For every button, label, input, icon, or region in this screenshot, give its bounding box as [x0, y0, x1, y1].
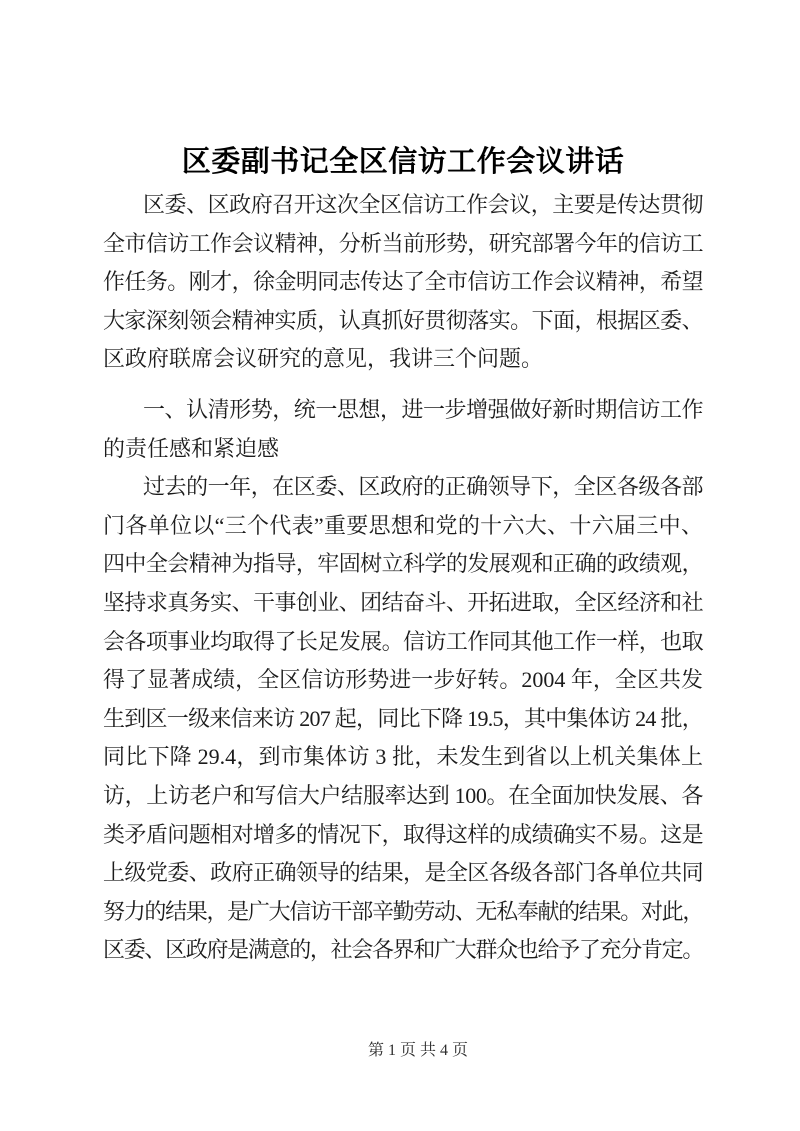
- text-line: 的责任感和紧迫感: [103, 435, 280, 461]
- text-line: 区政府联席会议研究的意见，我讲三个问题。: [103, 346, 544, 372]
- text-line: 大家深刻领会精神实质，认真抓好贯彻落实。下面，根据区委、: [103, 307, 704, 333]
- text-line: 全市信访工作会议精神，分析当前形势，研究部署今年的信访工: [103, 230, 704, 256]
- text-line: 门各单位以“三个代表”重要思想和党的十六大、十六届三中、: [103, 512, 704, 538]
- text-line: 会各项事业均取得了长足发展。信访工作同其他工作一样，也取: [103, 628, 704, 654]
- page-footer: 第 1 页 共 4 页: [367, 1042, 468, 1059]
- document-title: 区委副书记全区信访工作会议讲话: [181, 146, 625, 178]
- paragraph-container: [103, 186, 703, 970]
- text-line: 过去的一年，在区委、区政府的正确领导下，全区各级各部: [143, 474, 704, 500]
- text-line: 得了显著成绩，全区信访形势进一步好转。2004 年，全区共发: [103, 667, 703, 693]
- text-line: 一、认清形势，统一思想，进一步增强做好新时期信访工作: [143, 396, 704, 422]
- section-heading: [103, 391, 703, 468]
- text-line: 类矛盾问题相对增多的情况下，取得这样的成绩确实不易。这是: [103, 821, 704, 847]
- text-line: 上级党委、政府正确领导的结果，是全区各级各部门各单位共同: [103, 860, 704, 886]
- text-line: 区委、区政府是满意的，社会各界和广大群众也给予了充分肯定。: [103, 937, 704, 963]
- text-line: 作任务。刚才，徐金明同志传达了全市信访工作会议精神，希望: [103, 269, 704, 295]
- text-line: 四中全会精神为指导，牢固树立科学的发展观和正确的政绩观，: [103, 551, 704, 577]
- document-body: [103, 144, 703, 970]
- text-line: 同比下降 29.4，到市集体访 3 批，未发生到省以上机关集体上: [103, 744, 703, 770]
- paragraph: [103, 186, 703, 379]
- text-line: 访，上访老户和写信大户结服率达到 100。在全面加快发展、各: [103, 782, 703, 808]
- text-line: 努力的结果，是广大信访干部辛勤劳动、无私奉献的结果。对此，: [103, 898, 704, 924]
- paragraph: [103, 468, 703, 970]
- text-line: 区委、区政府召开这次全区信访工作会议，主要是传达贯彻: [143, 192, 704, 217]
- text-line: 生到区一级来信来访 207 起，同比下降 19.5，其中集体访 24 批，: [103, 705, 703, 731]
- text-line: 坚持求真务实、干事创业、团结奋斗、开拓进取，全区经济和社: [103, 589, 704, 615]
